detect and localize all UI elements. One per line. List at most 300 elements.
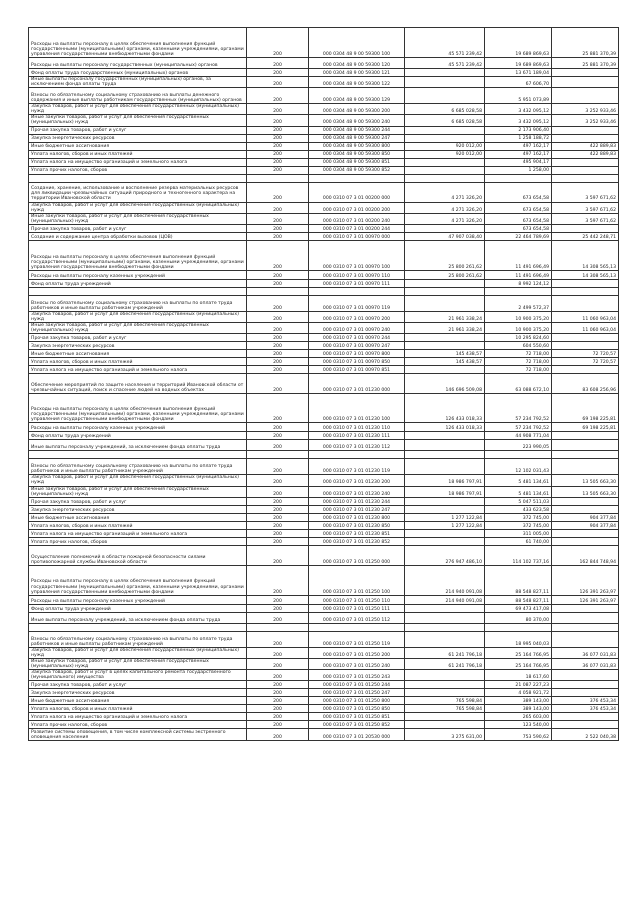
row-classification-cell: 000 0304 48 9 00 59300 121 (309, 69, 405, 77)
row-approved-cell: 126 433 018,33 (405, 394, 485, 423)
row-unexecuted-cell: 162 844 748,94 (552, 545, 619, 565)
row-approved-cell: 1 277 122,84 (405, 513, 485, 521)
row-approved-cell (405, 689, 485, 697)
row-name-cell: Развитие системы оповещения, в том числе комплексной системы экстренного оповещения населения (29, 729, 247, 741)
row-name-cell: Фонд оплаты труда учреждений (29, 604, 247, 612)
row-approved-cell (405, 88, 485, 104)
row-approved-cell (405, 497, 485, 505)
row-approved-cell (405, 77, 485, 88)
row-approved-cell: 765 598,84 (405, 705, 485, 713)
table-row (29, 311, 619, 322)
row-classification-cell: 000 0304 48 9 00 59300 129 (309, 88, 405, 104)
row-classification-cell: 000 0310 07 3 01 00970 851 (309, 366, 405, 374)
row-approved-cell (405, 432, 485, 440)
row-name-cell: Создание и содержание центра обработки вызовов (ЦОВ) (29, 232, 247, 240)
row-executed-cell: 389 143,00 (485, 697, 552, 705)
row-approved-cell: 4 271 326,20 (405, 213, 485, 224)
row-code-cell: 200 (247, 681, 309, 689)
row-code-cell: 200 (247, 647, 309, 658)
table-row (29, 681, 619, 689)
row-approved-cell: 1 277 122,84 (405, 521, 485, 529)
row-executed-cell: 80 370,00 (485, 612, 552, 623)
row-executed-cell (485, 287, 552, 295)
row-classification-cell: 000 0310 07 3 01 00200 200 (309, 202, 405, 213)
row-unexecuted-cell: 3 597 671,62 (552, 213, 619, 224)
row-classification-cell: 000 0304 48 9 00 59300 240 (309, 115, 405, 126)
row-classification-cell: 000 0310 07 3 01 01230 244 (309, 497, 405, 505)
table-row (29, 497, 619, 505)
row-code-cell: 200 (247, 150, 309, 158)
row-name-cell: Создание, хранение, использование и восполнение резерва материальных ресурсов для ликвидации чрезвычайных ситуаций природного и техногенного характера на территории Ивановской области (29, 182, 247, 202)
row-executed-cell: 21 087 227,23 (485, 681, 552, 689)
row-name-cell: Иные бюджетные ассигнования (29, 513, 247, 521)
row-approved-cell: 61 241 796,18 (405, 647, 485, 658)
row-executed-cell: 72 718,00 (485, 350, 552, 358)
row-name-cell: Расходы на выплаты персоналу государственных (муниципальных) органов (29, 58, 247, 69)
row-classification-cell: 000 0310 07 3 01 20530 000 (309, 729, 405, 741)
row-executed-cell (485, 174, 552, 182)
row-approved-cell (405, 451, 485, 459)
row-classification-cell (309, 174, 405, 182)
row-executed-cell: 11 491 696,49 (485, 240, 552, 270)
row-classification-cell: 000 0310 07 3 01 01250 852 (309, 721, 405, 729)
row-code-cell: 200 (247, 350, 309, 358)
row-classification-cell: 000 0304 48 9 00 59300 800 (309, 142, 405, 150)
row-classification-cell (309, 451, 405, 459)
row-classification-cell: 000 0310 07 3 01 00970 111 (309, 279, 405, 287)
row-unexecuted-cell (552, 623, 619, 631)
row-name-cell: Закупка товаров, работ и услуг в целях капитального ремонта государственного (муниципального) имущества (29, 670, 247, 681)
row-name-cell (29, 174, 247, 182)
row-classification-cell: 000 0310 07 3 01 00970 240 (309, 323, 405, 334)
row-code-cell (247, 287, 309, 295)
row-approved-cell (405, 713, 485, 721)
row-classification-cell: 000 0310 07 3 01 01250 244 (309, 681, 405, 689)
table-row (29, 537, 619, 545)
row-code-cell: 200 (247, 334, 309, 342)
row-executed-cell: 10 295 824,60 (485, 334, 552, 342)
row-unexecuted-cell: 904 377,84 (552, 521, 619, 529)
row-name-cell: Прочая закупка товаров, работ и услуг (29, 126, 247, 134)
row-classification-cell (309, 287, 405, 295)
row-approved-cell (405, 334, 485, 342)
row-unexecuted-cell: 3 597 671,62 (552, 182, 619, 202)
row-unexecuted-cell: 3 252 933,46 (552, 115, 619, 126)
row-unexecuted-cell: 25 881 370,39 (552, 58, 619, 69)
row-code-cell: 200 (247, 537, 309, 545)
row-classification-cell: 000 0310 07 3 01 00970 850 (309, 358, 405, 366)
row-name-cell: Иные выплаты персоналу учреждений, за исключением фонда оплаты труда (29, 440, 247, 451)
row-executed-cell: 88 548 827,11 (485, 565, 552, 595)
row-code-cell: 200 (247, 529, 309, 537)
row-approved-cell (405, 174, 485, 182)
row-executed-cell: 72 718,00 (485, 358, 552, 366)
row-code-cell: 200 (247, 394, 309, 423)
row-name-cell: Уплата налога на имущество организаций и земельного налога (29, 158, 247, 166)
row-executed-cell: 88 548 827,11 (485, 595, 552, 604)
row-classification-cell: 000 0310 07 3 01 01230 247 (309, 505, 405, 513)
row-code-cell: 200 (247, 358, 309, 366)
row-name-cell (29, 287, 247, 295)
row-code-cell: 200 (247, 279, 309, 287)
row-code-cell: 200 (247, 77, 309, 88)
row-approved-cell (405, 459, 485, 475)
row-classification-cell: 000 0310 07 3 01 01250 112 (309, 612, 405, 623)
row-approved-cell (405, 440, 485, 451)
row-unexecuted-cell (552, 451, 619, 459)
row-code-cell: 200 (247, 565, 309, 595)
row-approved-cell: 276 947 486,10 (405, 545, 485, 565)
row-unexecuted-cell (552, 134, 619, 142)
row-executed-cell: 19 689 869,63 (485, 58, 552, 69)
row-unexecuted-cell (552, 287, 619, 295)
row-name-cell: Иные закупки товаров, работ и услуг для обеспечения государственных (муниципальных) нужд (29, 486, 247, 497)
row-approved-cell (405, 537, 485, 545)
table-row (29, 623, 619, 631)
row-classification-cell: 000 0310 07 3 01 01250 000 (309, 545, 405, 565)
row-executed-cell: 265 603,00 (485, 713, 552, 721)
row-code-cell: 200 (247, 497, 309, 505)
row-name-cell: Расходы на выплаты персоналу в целях обеспечения выполнения функций государственными (муниципальными) органами, казенными учреждениями, органами управления государственными внебюджетными фондами (29, 28, 247, 58)
row-code-cell: 200 (247, 432, 309, 440)
row-name-cell: Закупка товаров, работ и услуг для обеспечения государственных (муниципальных) нужд (29, 475, 247, 486)
table-row (29, 342, 619, 350)
row-unexecuted-cell (552, 631, 619, 647)
row-executed-cell: 10 900 375,20 (485, 323, 552, 334)
table-row (29, 350, 619, 358)
row-name-cell: Осуществление полномочий в области пожарной безопасности силами противопожарной службы Ивановской области (29, 545, 247, 565)
table-row (29, 323, 619, 334)
row-executed-cell: 389 143,00 (485, 705, 552, 713)
row-executed-cell: 753 590,62 (485, 729, 552, 741)
table-row (29, 69, 619, 77)
row-classification-cell: 000 0310 07 3 01 01230 112 (309, 440, 405, 451)
row-name-cell: Закупка энергетических ресурсов (29, 134, 247, 142)
row-approved-cell: 920 012,00 (405, 142, 485, 150)
row-code-cell: 200 (247, 270, 309, 279)
row-unexecuted-cell: 2 522 040,38 (552, 729, 619, 741)
row-classification-cell: 000 0310 07 3 01 00970 200 (309, 311, 405, 322)
table-row (29, 213, 619, 224)
row-approved-cell (405, 126, 485, 134)
row-name-cell: Уплата налогов, сборов и иных платежей (29, 521, 247, 529)
row-unexecuted-cell: 13 505 663,30 (552, 486, 619, 497)
row-unexecuted-cell: 69 198 225,81 (552, 423, 619, 432)
row-executed-cell: 5 047 511,03 (485, 497, 552, 505)
row-executed-cell: 67 606,70 (485, 77, 552, 88)
table-row (29, 423, 619, 432)
table-row (29, 134, 619, 142)
row-executed-cell: 25 164 766,95 (485, 647, 552, 658)
row-name-cell: Иные закупки товаров, работ и услуг для обеспечения государственных (муниципальных) нужд (29, 658, 247, 669)
row-code-cell: 200 (247, 713, 309, 721)
row-unexecuted-cell: 376 453,34 (552, 697, 619, 705)
row-unexecuted-cell: 3 252 933,46 (552, 104, 619, 115)
table-row (29, 486, 619, 497)
row-name-cell: Уплата налогов, сборов и иных платежей (29, 705, 247, 713)
row-classification-cell: 000 0310 07 3 01 00970 100 (309, 240, 405, 270)
row-name-cell: Прочая закупка товаров, работ и услуг (29, 497, 247, 505)
row-code-cell: 200 (247, 475, 309, 486)
row-unexecuted-cell: 36 077 031,83 (552, 658, 619, 669)
row-classification-cell: 000 0304 48 9 00 59300 122 (309, 77, 405, 88)
row-unexecuted-cell: 126 391 263,97 (552, 565, 619, 595)
row-executed-cell: 372 745,00 (485, 521, 552, 529)
table-row (29, 394, 619, 423)
row-code-cell: 200 (247, 58, 309, 69)
row-name-cell: Закупка товаров, работ и услуг для обеспечения государственных (муниципальных) нужд (29, 202, 247, 213)
row-name-cell: Уплата налогов, сборов и иных платежей (29, 358, 247, 366)
row-code-cell: 200 (247, 689, 309, 697)
row-classification-cell: 000 0310 07 3 01 01230 119 (309, 459, 405, 475)
table-row (29, 521, 619, 529)
table-row (29, 440, 619, 451)
table-row (29, 697, 619, 705)
row-name-cell: Иные выплаты персоналу учреждений, за исключением фонда оплаты труда (29, 612, 247, 623)
row-approved-cell (405, 529, 485, 537)
table-row (29, 505, 619, 513)
row-name-cell: Закупка товаров, работ и услуг для обеспечения государственных (муниципальных) нужд (29, 311, 247, 322)
row-unexecuted-cell: 422 889,83 (552, 150, 619, 158)
row-approved-cell: 25 800 261,62 (405, 270, 485, 279)
row-name-cell (29, 623, 247, 631)
row-name-cell: Взносы по обязательному социальному страхованию на выплаты денежного содержания и иные выплаты работникам государственных (муниципальных) органов (29, 88, 247, 104)
table-row (29, 631, 619, 647)
row-unexecuted-cell (552, 612, 619, 623)
row-executed-cell: 25 164 766,95 (485, 658, 552, 669)
row-name-cell: Иные бюджетные ассигнования (29, 350, 247, 358)
row-unexecuted-cell (552, 689, 619, 697)
row-approved-cell: 25 800 261,62 (405, 240, 485, 270)
row-unexecuted-cell: 376 453,34 (552, 705, 619, 713)
table-row (29, 705, 619, 713)
row-approved-cell: 145 438,57 (405, 350, 485, 358)
row-classification-cell: 000 0310 07 3 01 00970 244 (309, 334, 405, 342)
row-executed-cell: 13 671 189,04 (485, 69, 552, 77)
row-unexecuted-cell (552, 440, 619, 451)
row-executed-cell: 372 745,00 (485, 513, 552, 521)
row-executed-cell: 495 904,17 (485, 158, 552, 166)
row-approved-cell (405, 604, 485, 612)
row-classification-cell: 000 0310 07 3 01 01250 850 (309, 705, 405, 713)
row-code-cell: 200 (247, 604, 309, 612)
table-row (29, 142, 619, 150)
row-code-cell: 200 (247, 612, 309, 623)
row-code-cell (247, 451, 309, 459)
row-code-cell: 200 (247, 240, 309, 270)
table-row (29, 451, 619, 459)
row-unexecuted-cell (552, 69, 619, 77)
row-name-cell: Уплата налога на имущество организаций и земельного налога (29, 713, 247, 721)
table-row (29, 174, 619, 182)
row-executed-cell: 19 689 869,63 (485, 28, 552, 58)
row-unexecuted-cell (552, 670, 619, 681)
table-row (29, 224, 619, 232)
row-code-cell: 200 (247, 88, 309, 104)
row-approved-cell (405, 681, 485, 689)
row-unexecuted-cell: 3 597 671,62 (552, 202, 619, 213)
row-classification-cell: 000 0310 07 3 01 01230 200 (309, 475, 405, 486)
row-executed-cell: 63 088 672,10 (485, 374, 552, 394)
table-row (29, 513, 619, 521)
row-code-cell: 200 (247, 134, 309, 142)
row-name-cell: Фонд оплаты труда учреждений (29, 279, 247, 287)
row-unexecuted-cell (552, 366, 619, 374)
row-executed-cell: 18 995 040,03 (485, 631, 552, 647)
row-approved-cell (405, 69, 485, 77)
row-unexecuted-cell: 904 377,84 (552, 513, 619, 521)
table-row (29, 595, 619, 604)
row-classification-cell: 000 0310 07 3 01 00200 000 (309, 182, 405, 202)
row-executed-cell: 57 234 792,52 (485, 423, 552, 432)
row-approved-cell (405, 287, 485, 295)
row-code-cell: 200 (247, 729, 309, 741)
row-classification-cell: 000 0310 07 3 01 01250 200 (309, 647, 405, 658)
row-unexecuted-cell (552, 158, 619, 166)
table-row (29, 475, 619, 486)
row-unexecuted-cell (552, 537, 619, 545)
row-executed-cell: 69 473 417,08 (485, 604, 552, 612)
row-classification-cell: 000 0310 07 3 01 01250 111 (309, 604, 405, 612)
row-executed-cell: 433 623,58 (485, 505, 552, 513)
row-classification-cell: 000 0310 07 3 01 01250 800 (309, 697, 405, 705)
row-classification-cell: 000 0310 07 3 01 01250 247 (309, 689, 405, 697)
row-name-cell: Иные закупки товаров, работ и услуг для обеспечения государственных (муниципальных) нужд (29, 323, 247, 334)
row-approved-cell (405, 295, 485, 311)
row-code-cell: 200 (247, 69, 309, 77)
row-unexecuted-cell (552, 505, 619, 513)
row-unexecuted-cell: 25 442 248,71 (552, 232, 619, 240)
row-executed-cell: 1 258,00 (485, 166, 552, 174)
row-approved-cell: 126 433 018,33 (405, 423, 485, 432)
table-row (29, 270, 619, 279)
row-classification-cell: 000 0304 48 9 00 59300 851 (309, 158, 405, 166)
row-name-cell: Расходы на выплаты персоналу казенных учреждений (29, 595, 247, 604)
table-row (29, 166, 619, 174)
row-name-cell: Иные бюджетные ассигнования (29, 697, 247, 705)
row-unexecuted-cell: 69 198 225,81 (552, 394, 619, 423)
table-row (29, 28, 619, 58)
table-row (29, 126, 619, 134)
row-classification-cell: 000 0310 07 3 01 01230 240 (309, 486, 405, 497)
row-code-cell: 200 (247, 202, 309, 213)
table-row (29, 182, 619, 202)
row-approved-cell: 61 241 796,18 (405, 658, 485, 669)
row-approved-cell (405, 631, 485, 647)
row-name-cell: Уплата налога на имущество организаций и земельного налога (29, 366, 247, 374)
row-executed-cell: 673 654,58 (485, 213, 552, 224)
table-row (29, 88, 619, 104)
row-classification-cell: 000 0310 07 3 01 01250 243 (309, 670, 405, 681)
table-row (29, 729, 619, 741)
row-classification-cell: 000 0310 07 3 01 01230 850 (309, 521, 405, 529)
row-executed-cell (485, 451, 552, 459)
row-classification-cell: 000 0310 07 3 01 00970 119 (309, 295, 405, 311)
row-name-cell: Иные выплаты персоналу государственных (муниципальных) органов, за исключением фонда оплаты труда (29, 77, 247, 88)
table-row (29, 279, 619, 287)
row-code-cell: 200 (247, 115, 309, 126)
row-code-cell: 200 (247, 486, 309, 497)
row-name-cell: Фонд оплаты труда государственных (муниципальных) органов (29, 69, 247, 77)
row-executed-cell: 61 740,00 (485, 537, 552, 545)
table-row (29, 104, 619, 115)
row-name-cell: Расходы на выплаты персоналу в целях обеспечения выполнения функций государственными (муниципальными) органами, казенными учреждениями, органами управления государственными внебюджетными фондами (29, 394, 247, 423)
row-classification-cell: 000 0310 07 3 01 01230 000 (309, 374, 405, 394)
row-classification-cell: 000 0310 07 3 01 00200 240 (309, 213, 405, 224)
row-code-cell: 200 (247, 28, 309, 58)
row-unexecuted-cell (552, 529, 619, 537)
row-executed-cell (485, 623, 552, 631)
row-unexecuted-cell (552, 77, 619, 88)
row-name-cell: Закупка энергетических ресурсов (29, 505, 247, 513)
row-unexecuted-cell: 36 077 031,83 (552, 647, 619, 658)
row-code-cell: 200 (247, 342, 309, 350)
row-name-cell: Взносы по обязательному социальному страхованию на выплаты по оплате труда работников и иные выплаты работникам учреждений (29, 459, 247, 475)
row-approved-cell (405, 279, 485, 287)
row-unexecuted-cell (552, 604, 619, 612)
table-row (29, 658, 619, 669)
row-unexecuted-cell: 13 505 663,30 (552, 475, 619, 486)
row-code-cell: 200 (247, 670, 309, 681)
row-unexecuted-cell: 11 060 963,04 (552, 323, 619, 334)
table-row (29, 295, 619, 311)
row-name-cell: Расходы на выплаты персоналу казенных учреждений (29, 270, 247, 279)
row-executed-cell: 10 900 375,20 (485, 311, 552, 322)
row-approved-cell (405, 612, 485, 623)
row-unexecuted-cell: 72 720,57 (552, 350, 619, 358)
row-executed-cell: 5 481 134,61 (485, 475, 552, 486)
table-row (29, 158, 619, 166)
row-unexecuted-cell (552, 279, 619, 287)
row-approved-cell: 18 986 797,91 (405, 486, 485, 497)
row-classification-cell: 000 0304 48 9 00 59300 852 (309, 166, 405, 174)
row-name-cell: Закупка товаров, работ и услуг для обеспечения государственных (муниципальных) нужд (29, 647, 247, 658)
row-unexecuted-cell: 14 308 565,13 (552, 240, 619, 270)
row-approved-cell: 21 961 338,24 (405, 311, 485, 322)
row-executed-cell: 4 058 921,72 (485, 689, 552, 697)
row-code-cell: 200 (247, 213, 309, 224)
row-code-cell: 200 (247, 224, 309, 232)
table-row (29, 713, 619, 721)
budget-table-body (29, 28, 619, 741)
row-unexecuted-cell (552, 334, 619, 342)
row-executed-cell: 18 617,60 (485, 670, 552, 681)
table-row (29, 232, 619, 240)
row-approved-cell (405, 670, 485, 681)
row-code-cell (247, 623, 309, 631)
row-executed-cell: 1 258 188,72 (485, 134, 552, 142)
table-row (29, 612, 619, 623)
row-approved-cell (405, 623, 485, 631)
table-row (29, 721, 619, 729)
row-approved-cell (405, 721, 485, 729)
row-classification-cell: 000 0310 07 3 01 00970 110 (309, 270, 405, 279)
row-approved-cell (405, 134, 485, 142)
row-classification-cell: 000 0310 07 3 01 01250 851 (309, 713, 405, 721)
table-row (29, 115, 619, 126)
row-name-cell: Обеспечение мероприятий по защите населения и территорий Ивановской области от чрезвычайных ситуаций, поиск и спасение людей на водных объектах (29, 374, 247, 394)
row-name-cell: Уплата налога на имущество организаций и земельного налога (29, 529, 247, 537)
row-code-cell: 200 (247, 182, 309, 202)
row-executed-cell: 57 234 792,52 (485, 394, 552, 423)
budget-report-sheet (28, 27, 618, 897)
row-approved-cell: 18 986 797,91 (405, 475, 485, 486)
table-row (29, 77, 619, 88)
row-unexecuted-cell: 11 060 963,04 (552, 311, 619, 322)
row-approved-cell (405, 158, 485, 166)
row-classification-cell: 000 0310 07 3 01 00970 000 (309, 232, 405, 240)
row-classification-cell: 000 0310 07 3 01 01230 851 (309, 529, 405, 537)
